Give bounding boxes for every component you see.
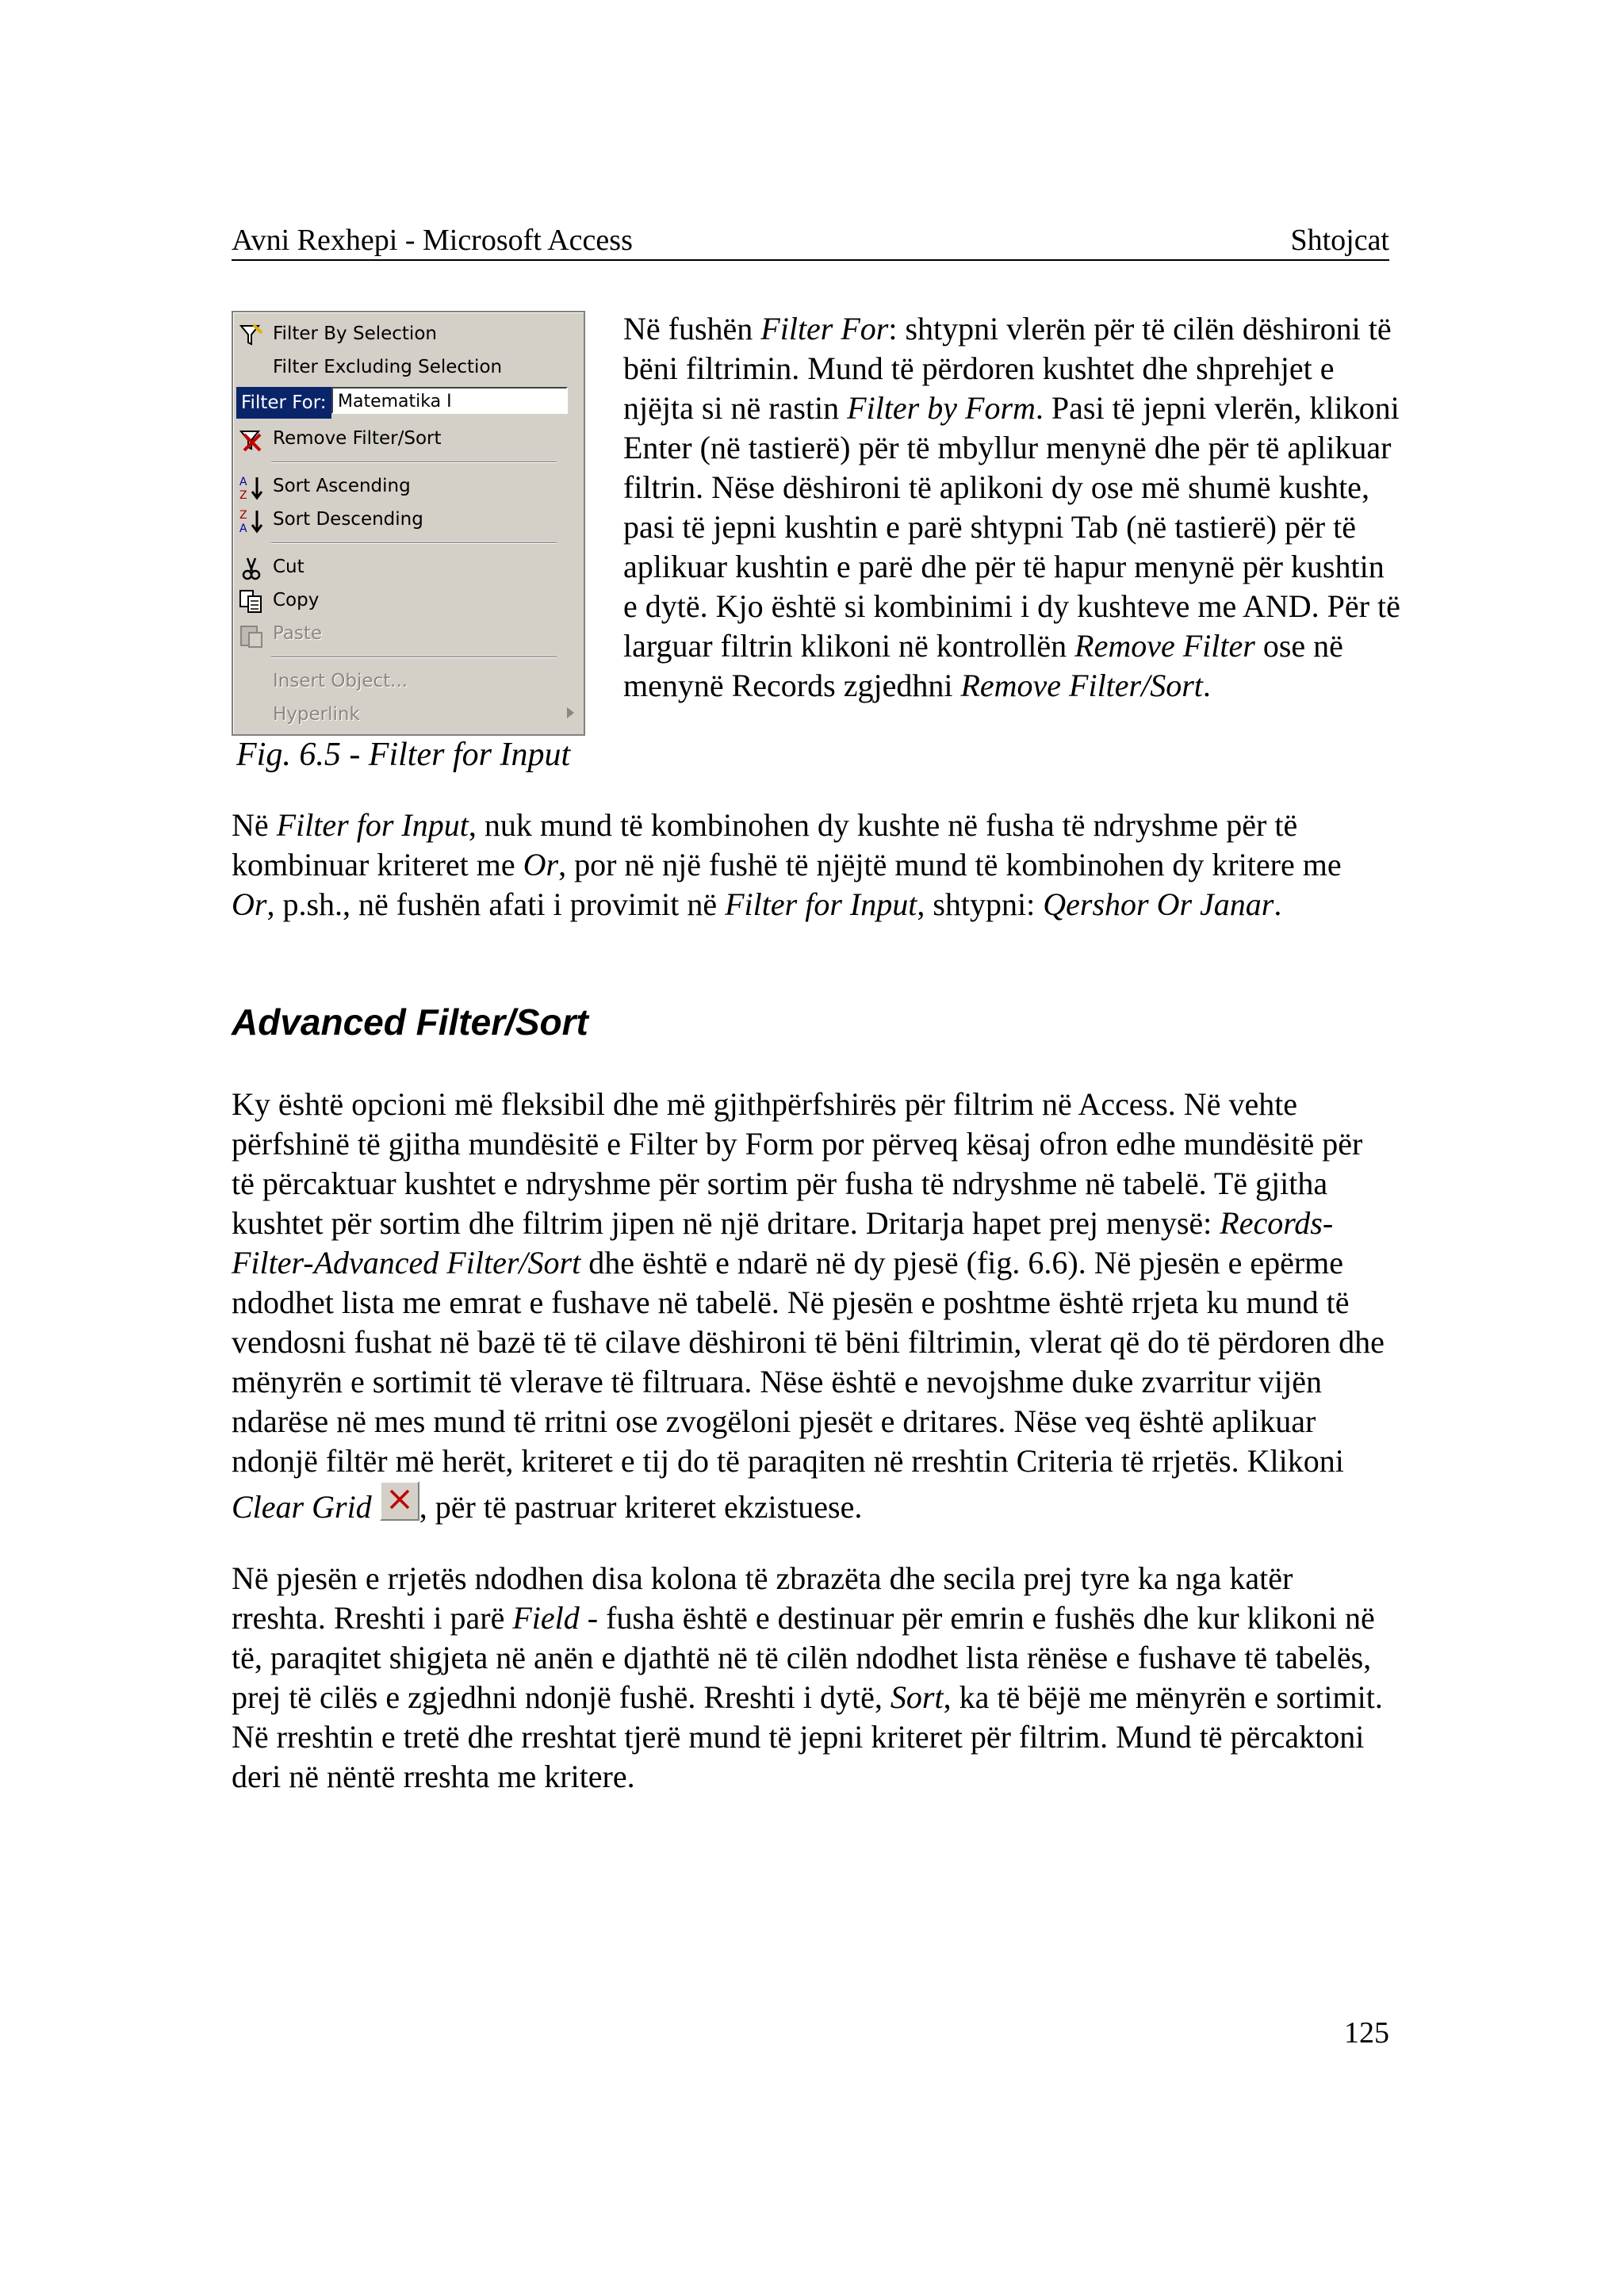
filter-for-row[interactable] [236,385,579,420]
menu-item-insert-object[interactable] [233,666,582,698]
scissors-icon [238,555,265,582]
side-paragraph: Në fushën Filter For: shtypni vlerën për të cilën dëshironi të bëni filtrimin. Mund të përdoren kushtet dhe shprehjet e njëjta si në rastin Filter by Form. Pasi të jepni vlerën, klikoni Enter (në tastierë) për të mbyllur menynë dhe për të aplikuar filtrin. Nëse dëshironi të aplikoni dy ose më shumë kushte, pasi të jepni kushtin e parë shtypni Tab (në tastierë) për të aplikuar kushtin e parë dhe për të hapur menynë për kushtin e dytë. Kjo është si kombinimi i dy kushteve me AND. Për të larguar filtrin klikoni në kontrollën Remove Filter ose në menynë Records zgjedhni Remove Filter/Sort. [623,311,1400,703]
menu-item-label: Sort Ascending [273,476,411,496]
context-menu [232,311,585,736]
paste-icon [238,622,265,649]
menu-item-label: Remove Filter/Sort [273,428,442,449]
page-header [232,218,1389,261]
menu-item-remove-filter-sort[interactable] [233,423,582,455]
header-title: Avni Rexhepi - Microsoft Access [232,224,633,257]
figure-caption: Fig. 6.5 - Filter for Input [236,737,571,773]
paragraph-advanced-filter: Ky është opcioni më fleksibil dhe më gjithpërfshirës për filtrim në Access. Në vehte përfshinë të gjitha mundësitë e Filter by Form por përveq kësaj ofron edhe mundësitë për të përcaktuar kushtet e ndryshme për sortim për fusha të ndryshme në tabelë. Të gjitha kushtet për sortim dhe filtrim jipen në një dritare. Dritarja hapet prej menysë: Records-Filter-Advanced Filter/Sort dhe është e ndarë në dy pjesë (fig. 6.6). Në pjesën e epërme ndodhet lista me emrat e fushave në tabelë. Në pjesën e poshtme është rrjeta ku mund të vendosni fushat në bazë të të cilave dëshironi të bëni filtrimin, vlerat që do të përdoren dhe mënyrën e sortimit të vlerave të filtruara. Nëse është e nevojshme duke zvarritur vijën ndarëse në mes mund të rritni ose zvogëloni pjesët e dritares. Nëse veq është aplikuar ndonjë filtër më herët, kriteret e tij do të paraqiten në rreshtin Criteria të rrjetës. Klikoni Clear Grid , për të pastruar kriteret ekzistuese. [232,1086,1385,1525]
remove-filter-icon [238,427,265,454]
page-number: 125 [1344,2016,1389,2050]
sort-ascending-icon [238,474,265,501]
menu-item-hyperlink[interactable] [233,699,582,731]
menu-item-filter-excluding-selection[interactable] [233,352,582,384]
paragraph-filter-for-input: Në Filter for Input, nuk mund të kombinohen dy kushte në fusha të ndryshme për të kombinuar kriteret me Or, por në një fushë të njëjtë mund të kombinohen dy kritere me Or, p.sh., në fushën afati i provimit në Filter for Input, shtypni: Qershor Or Janar. [232,807,1342,922]
sort-descending-icon [238,507,265,534]
filter-for-label: Filter For: [236,387,331,419]
menu-item-sort-descending[interactable] [233,504,582,536]
menu-item-filter-by-selection[interactable] [233,319,582,350]
menu-item-sort-ascending[interactable] [233,471,582,503]
menu-item-label: Filter By Selection [273,323,437,344]
menu-item-cut[interactable] [233,552,582,584]
header-section: Shtojcat [1290,224,1389,257]
menu-separator [271,461,557,463]
menu-separator [271,657,557,658]
menu-item-paste[interactable] [233,618,582,650]
menu-item-label: Insert Object... [273,671,408,691]
copy-icon [238,588,265,615]
menu-item-label: Sort Descending [273,509,423,530]
svg-text:A: A [239,523,247,534]
section-heading: Advanced Filter/Sort [232,1001,588,1043]
menu-item-label: Cut [273,557,304,577]
filter-for-input[interactable]: Matematika I [331,387,568,414]
submenu-arrow-icon [567,707,574,718]
filter-by-selection-icon [238,322,265,349]
menu-item-label: Paste [273,623,323,644]
menu-item-label: Filter Excluding Selection [273,357,503,377]
clear-grid-icon [380,1481,419,1521]
menu-item-copy[interactable] [233,585,582,617]
paragraph-grid-rows: Në pjesën e rrjetës ndodhen disa kolona të zbrazëta dhe secila prej tyre ka nga katër rreshta. Rreshti i parë Field - fusha është e destinuar për emrin e fushës dhe kur klikoni në të, paraqitet shigjeta në anën e djathtë në të cilën ndodhet lista rënëse e fushave të tabelës, prej të cilës e zgjedhni ndonjë fushë. Rreshti i dytë, Sort, ka të bëjë me mënyrën e sortimit. Në rreshtin e tretë dhe rreshtat tjerë mund të jepni kriteret për filtrim. Mund të përcaktoni deri në nëntë rreshta me kritere. [232,1560,1383,1794]
menu-item-label: Hyperlink [273,704,360,725]
svg-text:Z: Z [239,489,247,501]
svg-text:Z: Z [239,509,247,522]
menu-separator [271,542,557,544]
svg-text:A: A [239,476,247,488]
menu-item-label: Copy [273,590,320,611]
